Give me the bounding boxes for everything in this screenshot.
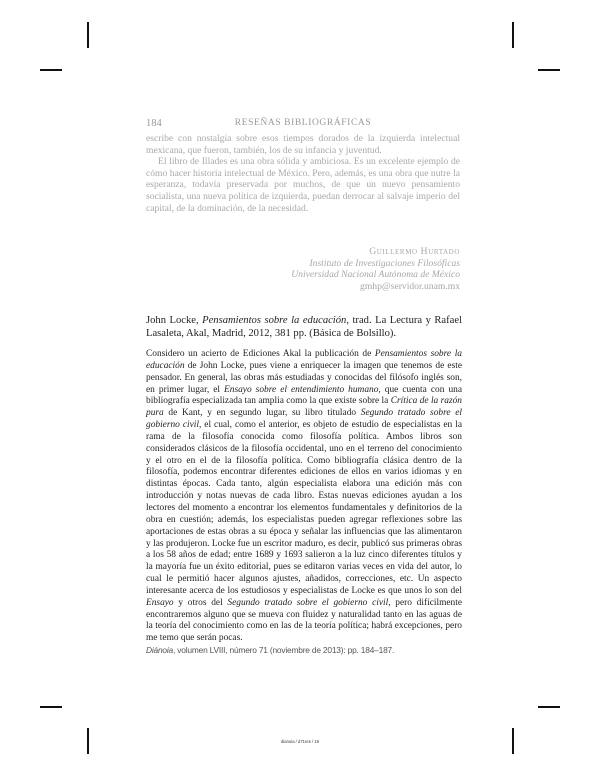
italic-title: Ensayo sobre el entendimiento humano, bbox=[224, 384, 381, 395]
book-author: John Locke, bbox=[146, 315, 199, 326]
crop-mark bbox=[538, 706, 560, 708]
reviewer-institute: Instituto de Investigaciones Filosóficas bbox=[309, 257, 460, 269]
crop-mark bbox=[40, 69, 62, 71]
page-number: 184 bbox=[146, 118, 162, 129]
text-run: , el cual, como el anterior, es objeto de estudio de especialistas en la rama de la filosofía conocida como filosofía política. Ambos libros son considerados clásicos de la filosofía occidental, uno en el terreno del conocimiento y el otro en el de la filosofía política. Como bibliografía clásica dentro de la filosofía, podemos encontrar diferentes ediciones de ellos en varios idiomas y en distintas épocas. Cada tanto, algún especialista elabora una edición más con introducción y notas nuevas de cada libro. Estas nuevas ediciones ayudan a los lectores del momento a encontrar los elementos fundamentales y definitorios de la obra en cuestión; además, los especialistas pueden agregar reflexiones sobre las aportaciones de estas obras a su época y señalar las influencias que las alimentaron y las produjeron. Locke fue un escritor maduro, es decir, publicó sus primeras obras a los 58 años de edad; entre 1689 y 1693 salieron a la luz cinco diferentes títulos y la mayoría fue un éxito editorial, pues se editaron varias veces en vida del autor, lo cual le permitió hacer algunos ajustes, añadidos, correcciones, etc. Un aspecto interesante acerca de los estudiosos y especialistas de Locke es que unos lo son del bbox=[146, 420, 462, 596]
text-run: que cuenta con una bibliografía especializada tan amplia como la que existe sobre la bbox=[146, 384, 462, 407]
text-run: , pero difícilmente encontraremos alguno que se mueva con fluidez y naturalidad tanto en las aguas de la teoría del conocimiento como en las de la teoría política; habrá excepciones, pero me temo que serán pocas. bbox=[146, 597, 462, 644]
book-publication-details: , trad. La Lectura y Rafael Lasaleta, Akal, Madrid, 2012, 381 pp. (Básica de Bolsillo). bbox=[146, 315, 463, 340]
italic-title: Ensayo bbox=[146, 597, 174, 608]
crop-mark bbox=[40, 706, 62, 708]
crop-mark bbox=[538, 69, 560, 71]
reviewer-email: gmhp@servidor.unam.mx bbox=[360, 280, 460, 292]
reviewer-name: Guillermo Hurtado bbox=[369, 246, 460, 257]
citation-details: , volumen LVIII, número 71 (noviembre de 2013): pp. 184–187. bbox=[173, 645, 395, 655]
book-reference bbox=[146, 314, 462, 340]
reviewer-signature bbox=[291, 246, 460, 292]
section-title: RESEÑAS BIBLIOGRÁFICAS bbox=[234, 118, 372, 128]
running-header bbox=[146, 118, 460, 132]
journal-name: Diánoia bbox=[146, 645, 174, 655]
reviewer-university: Universidad Nacional Autónoma de México bbox=[291, 269, 460, 281]
italic-title: Pensamientos sobre la educación bbox=[146, 349, 462, 371]
crop-mark bbox=[87, 22, 89, 48]
italic-title: Segundo tratado sobre el gobierno civil bbox=[227, 597, 389, 608]
book-title: Pensamientos sobre la educación bbox=[202, 315, 347, 326]
italic-title: Crítica de la razón pura bbox=[146, 396, 462, 419]
text-run: y otros del bbox=[173, 597, 228, 608]
previous-review-paragraph: escribe con nostalgia sobre esos tiempos dorados de la izquierda intelectual mexicana, que fueron, también, los de su infancia y juventud. bbox=[146, 133, 460, 156]
journal-citation bbox=[146, 645, 394, 655]
text-run: de Kant, y en segundo lugar, su libro titulado bbox=[163, 408, 361, 419]
text-run: de John Locke, pues viene a enriquecer la imagen que tenemos de este pensador. En general, las obras más estudiadas y conocidas del filósofo inglés son, en primer lugar, el bbox=[146, 360, 462, 395]
italic-title: Segundo tratado sobre el gobierno civil bbox=[146, 408, 462, 431]
review-body bbox=[146, 349, 462, 645]
previous-review bbox=[146, 133, 460, 214]
previous-review-paragraph: El libro de Illades es una obra sólida y ambiciosa. Es un excelente ejemplo de cómo hacer historia intelectual de México. Pero, además, es una obra que nutre la esperanza, todavía preservada por muchos, de que un nuevo pensamiento socialista, una nueva política de izquierda, puedan derrocar al salvaje imperio del capital, de la dominación, de la necesidad. bbox=[146, 156, 460, 214]
crop-mark bbox=[512, 22, 514, 48]
text-run: Considero un acierto de Ediciones Akal la publicación de bbox=[146, 349, 375, 359]
review-paragraph bbox=[146, 349, 462, 645]
footer-file-mark: dianoia / d71res / 19 bbox=[281, 739, 319, 744]
